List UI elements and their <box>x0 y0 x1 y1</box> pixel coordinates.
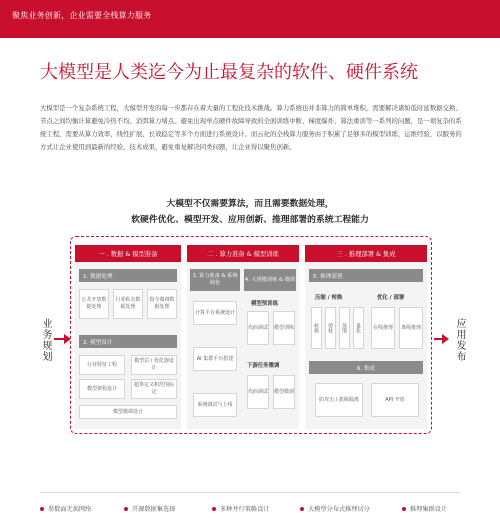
diagram-title-line1: 大模型不仅需要算法，而且需要数据处理， <box>166 199 334 209</box>
box-public-data: 公共开放数据处理 <box>79 289 109 319</box>
label-downstream-finetune: 下游任务微调 <box>247 363 280 369</box>
box-feature-engineering: 行业特征工程 <box>79 355 125 375</box>
box-instruction-data: 指令微调数据处理 <box>147 289 177 319</box>
left-label: 业务规划 <box>40 318 51 362</box>
section-large-scale-training: 4. 大规模训练 & 微调 <box>244 269 296 291</box>
box-distill: 蒸馏 <box>339 307 350 349</box>
footer-divider <box>40 492 460 493</box>
footer-item-5: 推理集群设计 <box>402 504 447 513</box>
box-architecture-design: 模型架构设计 <box>79 379 125 399</box>
box-convert: 转换 <box>311 307 322 349</box>
pipeline-frame <box>70 236 432 434</box>
diagram-title-line2: 软硬件优化、模型开发、应用创新、推理部署的系统工程能力 <box>131 215 369 225</box>
box-finetune-design: 模型微调设计 <box>79 405 177 419</box>
box-api-open: API 开放 <box>371 383 419 417</box>
section-compute-prep: 3. 算力准备 & 系统调优 <box>190 269 240 291</box>
box-pretrain-debug: 代码调试 <box>247 311 269 345</box>
box-prune: 剪枝 <box>325 307 336 349</box>
box-system-launch: 系统调试与上线 <box>193 393 237 417</box>
panel2-header: 二 . 算力准备 & 模型训练 <box>187 245 299 262</box>
box-attack-isolation: 防攻击 / 故障隔离 <box>315 383 363 417</box>
box-finetune-debug: 代码调试 <box>247 375 269 409</box>
footer-item-3: 多种并行策略设计 <box>212 504 270 513</box>
footer-item-4: 大模型分布式推理切分 <box>300 504 370 513</box>
box-quantize: 量化 <box>353 307 364 349</box>
section-model-design: 2. 模型设计 <box>79 335 177 348</box>
right-arrow-icon <box>442 334 449 344</box>
box-online-inference: 在线推理 <box>371 307 395 349</box>
bullet-dot-icon <box>212 507 216 511</box>
box-pretrain-train: 模型训练 <box>273 311 295 345</box>
panel1-header: 一 . 数据 & 模型准备 <box>75 245 181 262</box>
footer-item-1: 参数面无损网络 <box>40 504 91 513</box>
bullet-dot-icon <box>40 507 44 511</box>
box-finetune-model: 模型微调 <box>273 375 295 409</box>
box-cluster-setup: AI 集群平台搭建 <box>193 347 237 371</box>
box-hyperparameters: 超参定义和范围标定 <box>131 379 177 399</box>
section-integration: 6. 集成 <box>309 361 423 374</box>
label-optimize-deploy: 优化 / 部署 <box>377 295 405 301</box>
bullet-dot-icon <box>402 507 406 511</box>
bullet-dot-icon <box>124 507 128 511</box>
panel3-header: 三 . 推理部署 & 集成 <box>305 245 427 262</box>
label-compress-convert: 压缩 / 转换 <box>315 295 343 301</box>
section-inference-deploy: 5. 推理部署 <box>309 269 423 282</box>
box-platform-design: 计算平台系统设计 <box>193 301 237 325</box>
page-title: 大模型是人类迄今为止最复杂的软件、硬件系统 <box>40 62 418 83</box>
box-private-data: 行业私有数据处理 <box>113 289 143 319</box>
box-offline-inference: 离线推理 <box>399 307 423 349</box>
bullet-dot-icon <box>300 507 304 511</box>
top-banner <box>0 0 500 38</box>
box-layer-optimizer: 模型层 / 优化器设计 <box>131 355 177 375</box>
footer-item-2: 开源数据集选择 <box>124 504 175 513</box>
body-paragraph: 大模型是一个复杂系统工程，大模型开发的每一步都存在着大量的工程化技术挑战。算力系统也并非算力的简单堆积，需要解决诸如低时延数据交换、节点之间均衡计算避免冷热不均、消弭算力堵点。避免出现单点硬件故障导致的全面训练中断、梯度爆炸、算法重训等一系列的问题，是一项复杂的系统工程，需要从算力效率、线性扩展、长效稳定等多个方面进行系统设计。而云化的全栈算力服务由于积累了足够多的模型训练，运维经验，以服务的方式让企业使用到最新的经验，技术成果，避免重复解决同类问题，让企业得以聚焦创新。 <box>40 104 462 151</box>
section-data-processing: 1. 数据处理 <box>79 269 177 282</box>
label-pretraining: 模型预训练 <box>251 301 278 307</box>
right-label: 应用发布 <box>454 318 465 362</box>
banner-tagline: 聚焦业务创新，企业需要全栈算力服务 <box>12 11 152 20</box>
